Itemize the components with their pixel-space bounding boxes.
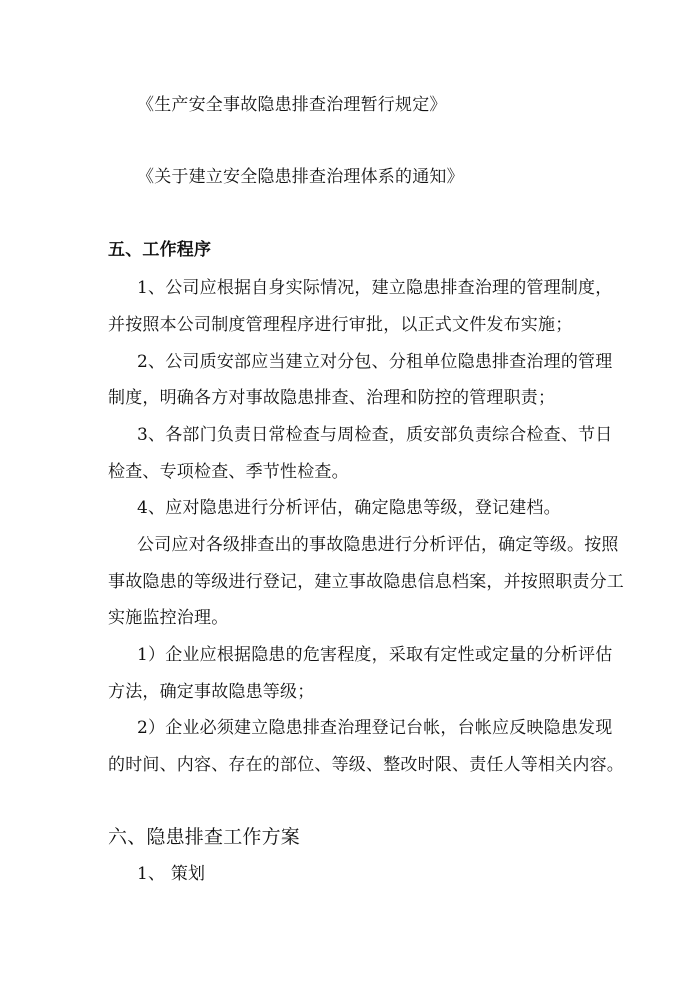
- paragraph-line: 1、公司应根据自身实际情况，建立隐患排查治理的管理制度，: [137, 278, 613, 298]
- paragraph-line: 检查、专项检查、季节性检查。: [108, 462, 349, 482]
- paragraph-line: 公司应对各级排查出的事故隐患进行分析评估，确定等级。按照: [137, 535, 619, 555]
- reference-regulation: 《生产安全事故隐患排查治理暂行规定》: [137, 95, 447, 115]
- paragraph-line: 1）企业应根据隐患的危害程度，采取有定性或定量的分析评估: [137, 645, 613, 665]
- paragraph-line: 4、应对隐患进行分析评估，确定隐患等级，登记建档。: [137, 498, 561, 518]
- section-heading-five: 五、工作程序: [108, 240, 212, 260]
- paragraph-line: 制度，明确各方对事故隐患排查、治理和防控的管理职责；: [108, 388, 556, 408]
- paragraph-line: 并按照本公司制度管理程序进行审批，以正式文件发布实施；: [108, 315, 573, 335]
- reference-notice: 《关于建立安全隐患排查治理体系的通知》: [137, 167, 464, 187]
- paragraph-line: 的时间、内容、存在的部位、等级、整改时限、责任人等相关内容。: [108, 755, 624, 775]
- paragraph-line: 2）企业必须建立隐患排查治理登记台帐，台帐应反映隐患发现: [137, 718, 613, 738]
- paragraph-line: 3、各部门负责日常检查与周检查，质安部负责综合检查、节日: [137, 425, 613, 445]
- paragraph-line: 事故隐患的等级进行登记，建立事故隐患信息档案，并按照职责分工: [108, 572, 624, 592]
- paragraph-line: 实施监控治理。: [108, 608, 229, 628]
- section-heading-six: 六、隐患排查工作方案: [108, 826, 301, 848]
- paragraph-line: 2、公司质安部应当建立对分包、分租单位隐患排查治理的管理: [137, 352, 613, 372]
- list-item-planning: 1、 策划: [137, 864, 206, 884]
- paragraph-line: 方法，确定事故隐患等级；: [108, 682, 315, 702]
